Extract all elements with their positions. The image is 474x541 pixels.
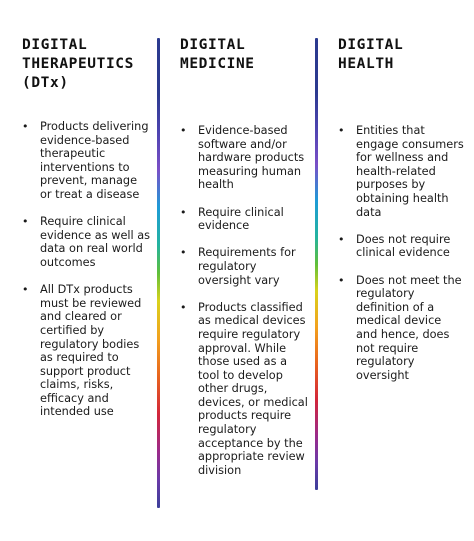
column-digital-medicine <box>180 36 308 491</box>
heading-line: DIGITAL <box>338 37 404 53</box>
list-item-text: Products classified as medical devices require regulatory approval. While those used as a tool to develop other drugs, devices, or medical products require regulatory acceptance by the appropriate review division <box>198 300 308 477</box>
list-item <box>338 233 466 260</box>
bullet-list <box>22 120 152 419</box>
heading-line: THERAPEUTICS <box>22 56 134 72</box>
bullet-list <box>180 124 308 477</box>
list-item-text: All DTx products must be reviewed and cleared or certified by regulatory bodies as required to support product claims, risks, efficacy and intended use <box>40 283 142 419</box>
column-heading <box>338 36 466 74</box>
column-digital-therapeutics <box>22 36 152 433</box>
list-item-text: Evidence-based software and/or hardware products measuring human health <box>198 124 305 192</box>
bullet-list <box>338 124 466 382</box>
list-item <box>22 120 152 202</box>
list-item-text: Require clinical evidence as well as data on real world outcomes <box>40 215 151 269</box>
list-item <box>22 283 152 419</box>
bullet-icon: • <box>338 273 345 287</box>
bullet-icon: • <box>180 124 187 137</box>
heading-line: MEDICINE <box>180 56 255 72</box>
heading-line: (DTx) <box>22 75 69 91</box>
gradient-divider <box>315 38 318 490</box>
bullet-icon: • <box>180 246 187 260</box>
list-item-text: Products delivering evidence-based therapeutic interventions to prevent, manage or treat a disease <box>40 120 149 201</box>
list-item-text: Requirements for regulatory oversight vary <box>198 246 296 287</box>
bullet-icon: • <box>22 215 29 229</box>
list-item <box>180 124 308 192</box>
column-digital-health <box>338 36 466 396</box>
list-item-text: Does not meet the regulatory definition of a medical device and hence, does not require regulatory oversight <box>356 273 462 382</box>
list-item <box>180 206 308 233</box>
bullet-icon: • <box>22 120 29 133</box>
heading-line: DIGITAL <box>180 37 246 53</box>
list-item <box>338 274 466 383</box>
heading-line: DIGITAL <box>22 37 88 53</box>
bullet-icon: • <box>180 300 187 314</box>
bullet-icon: • <box>338 124 345 137</box>
gradient-divider <box>157 38 160 508</box>
list-item-text: Does not require clinical evidence <box>356 232 451 260</box>
list-item-text: Require clinical evidence <box>198 205 284 233</box>
column-heading <box>180 36 308 74</box>
list-item <box>180 246 308 287</box>
list-item <box>338 124 466 219</box>
list-item <box>22 215 152 269</box>
list-item-text: Entities that engage consumers for wellness and health-related purposes by obtaining health data <box>356 124 464 219</box>
list-item <box>180 301 308 478</box>
column-heading <box>22 36 152 93</box>
bullet-icon: • <box>180 205 187 219</box>
bullet-icon: • <box>338 232 345 246</box>
heading-line: HEALTH <box>338 56 394 72</box>
bullet-icon: • <box>22 283 29 297</box>
